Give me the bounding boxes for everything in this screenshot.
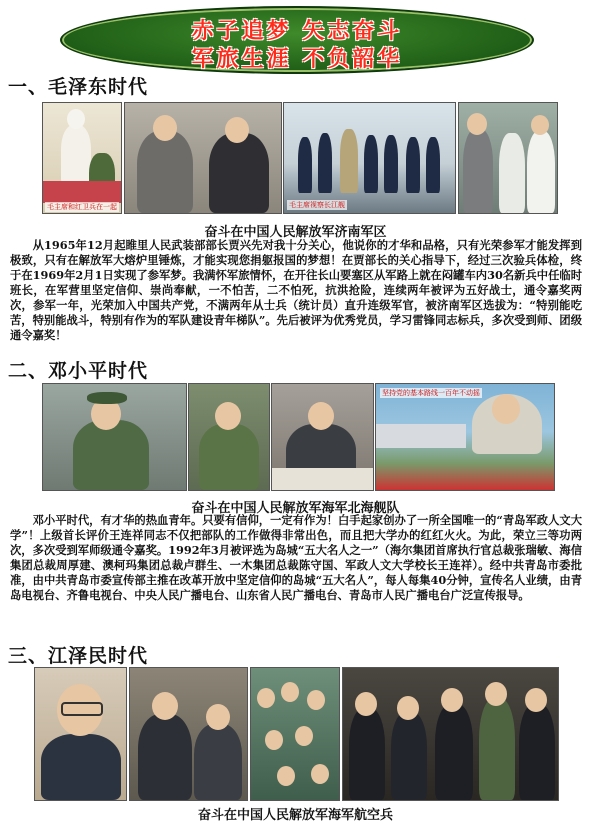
section-caption-aviation: 奋斗在中国人民解放军海军航空兵	[197, 808, 393, 823]
photo-mao-warship	[283, 102, 456, 214]
section-heading-mao: 一、毛泽东时代	[8, 76, 149, 98]
photo-mao-handshake	[124, 102, 282, 214]
title-banner	[60, 6, 534, 74]
photo-deng-meeting	[271, 383, 374, 491]
section-caption-jinan: 奋斗在中国人民解放军济南军区	[204, 225, 387, 240]
photo-jiang-crowd	[250, 667, 340, 801]
photo-deng-salute	[42, 383, 187, 491]
photo-caption-text: 毛主席和红卫兵在一起	[47, 203, 117, 211]
section-heading-jiang: 三、江泽民时代	[8, 645, 149, 667]
photo-mao-crowd	[458, 102, 558, 214]
photo-mao-statue	[42, 102, 122, 214]
banner-line-1: 赤子追梦 矢志奋斗	[191, 18, 403, 44]
photo-jiang-portrait	[34, 667, 127, 801]
photo-caption-text: 坚持党的基本路线一百年不动摇	[382, 389, 480, 397]
section-heading-deng: 二、邓小平时代	[8, 360, 149, 382]
photo-jiang-deng	[129, 667, 248, 801]
section-text-mao: 从1965年12月起睢里人民武装部部长贾兴先对我十分关心，他说你的才华和品格，只有光荣参军才能发挥到极致，只有在解放军大熔炉里锤炼，才能实现您捐躯报国的梦想！在贾部长的关心指导下，经过三次验兵体检，终于在1969年2月1日实现了参军梦。我满怀军旅情怀，在开往长山要塞区从军路上就在闷罐车内30名新兵中任临时班长，在军营里坚定信仰、崇尚奉献，一不怕苦，二不怕死，抗洪抢险，连续两年被评为五好战士，通令嘉奖两次，参军一年，光荣加入中国共产党，不满两年从士兵（统计员）直升连级军官，被济南军区选拔为：“特别能吃苦，特别能战斗，特别有作为的军队建设青年梯队”。先后被评为优秀党员，学习雷锋同志标兵，多次受到师、团级通令嘉奖！	[10, 238, 582, 342]
section-text-deng: 邓小平时代，有才华的热血青年。只要有信仰，一定有作为！白手起家创办了一所全国唯一的“青岛军政人文大学”！上级首长评价王连祥同志不仅把部队的工作做得非常出色，而且把大学办的红红火火。为此，荣立三等功两次，多次受到军师级通令嘉奖。1992年3月被评选为岛城“五大名人之一”（海尔集团首席执行官总裁张瑞敏、海信集团总裁周厚建、澳柯玛集团总裁卢群生、一木集团总裁陈守国、军政人文大学校长王连祥）。经中共青岛市委批准，由中共青岛市委宣传部主推在改革开放中坚定信仰的岛城“五大名人”，每人每集40分钟，宣传名人业绩，由青岛电视台、齐鲁电视台、中央人民广播电台、山东省人民广播电台、青岛市人民广播电台广泛宣传报导。	[10, 513, 582, 602]
photo-deng-applause	[188, 383, 270, 491]
photo-deng-billboard	[375, 383, 555, 491]
photo-caption-text: 毛主席视察长江舰	[289, 201, 345, 209]
banner-line-2: 军旅生涯 不负韶华	[191, 46, 403, 72]
section-caption-beihai: 奋斗在中国人民解放军海军北海舰队	[191, 501, 400, 516]
photo-jiang-leaders	[342, 667, 559, 801]
